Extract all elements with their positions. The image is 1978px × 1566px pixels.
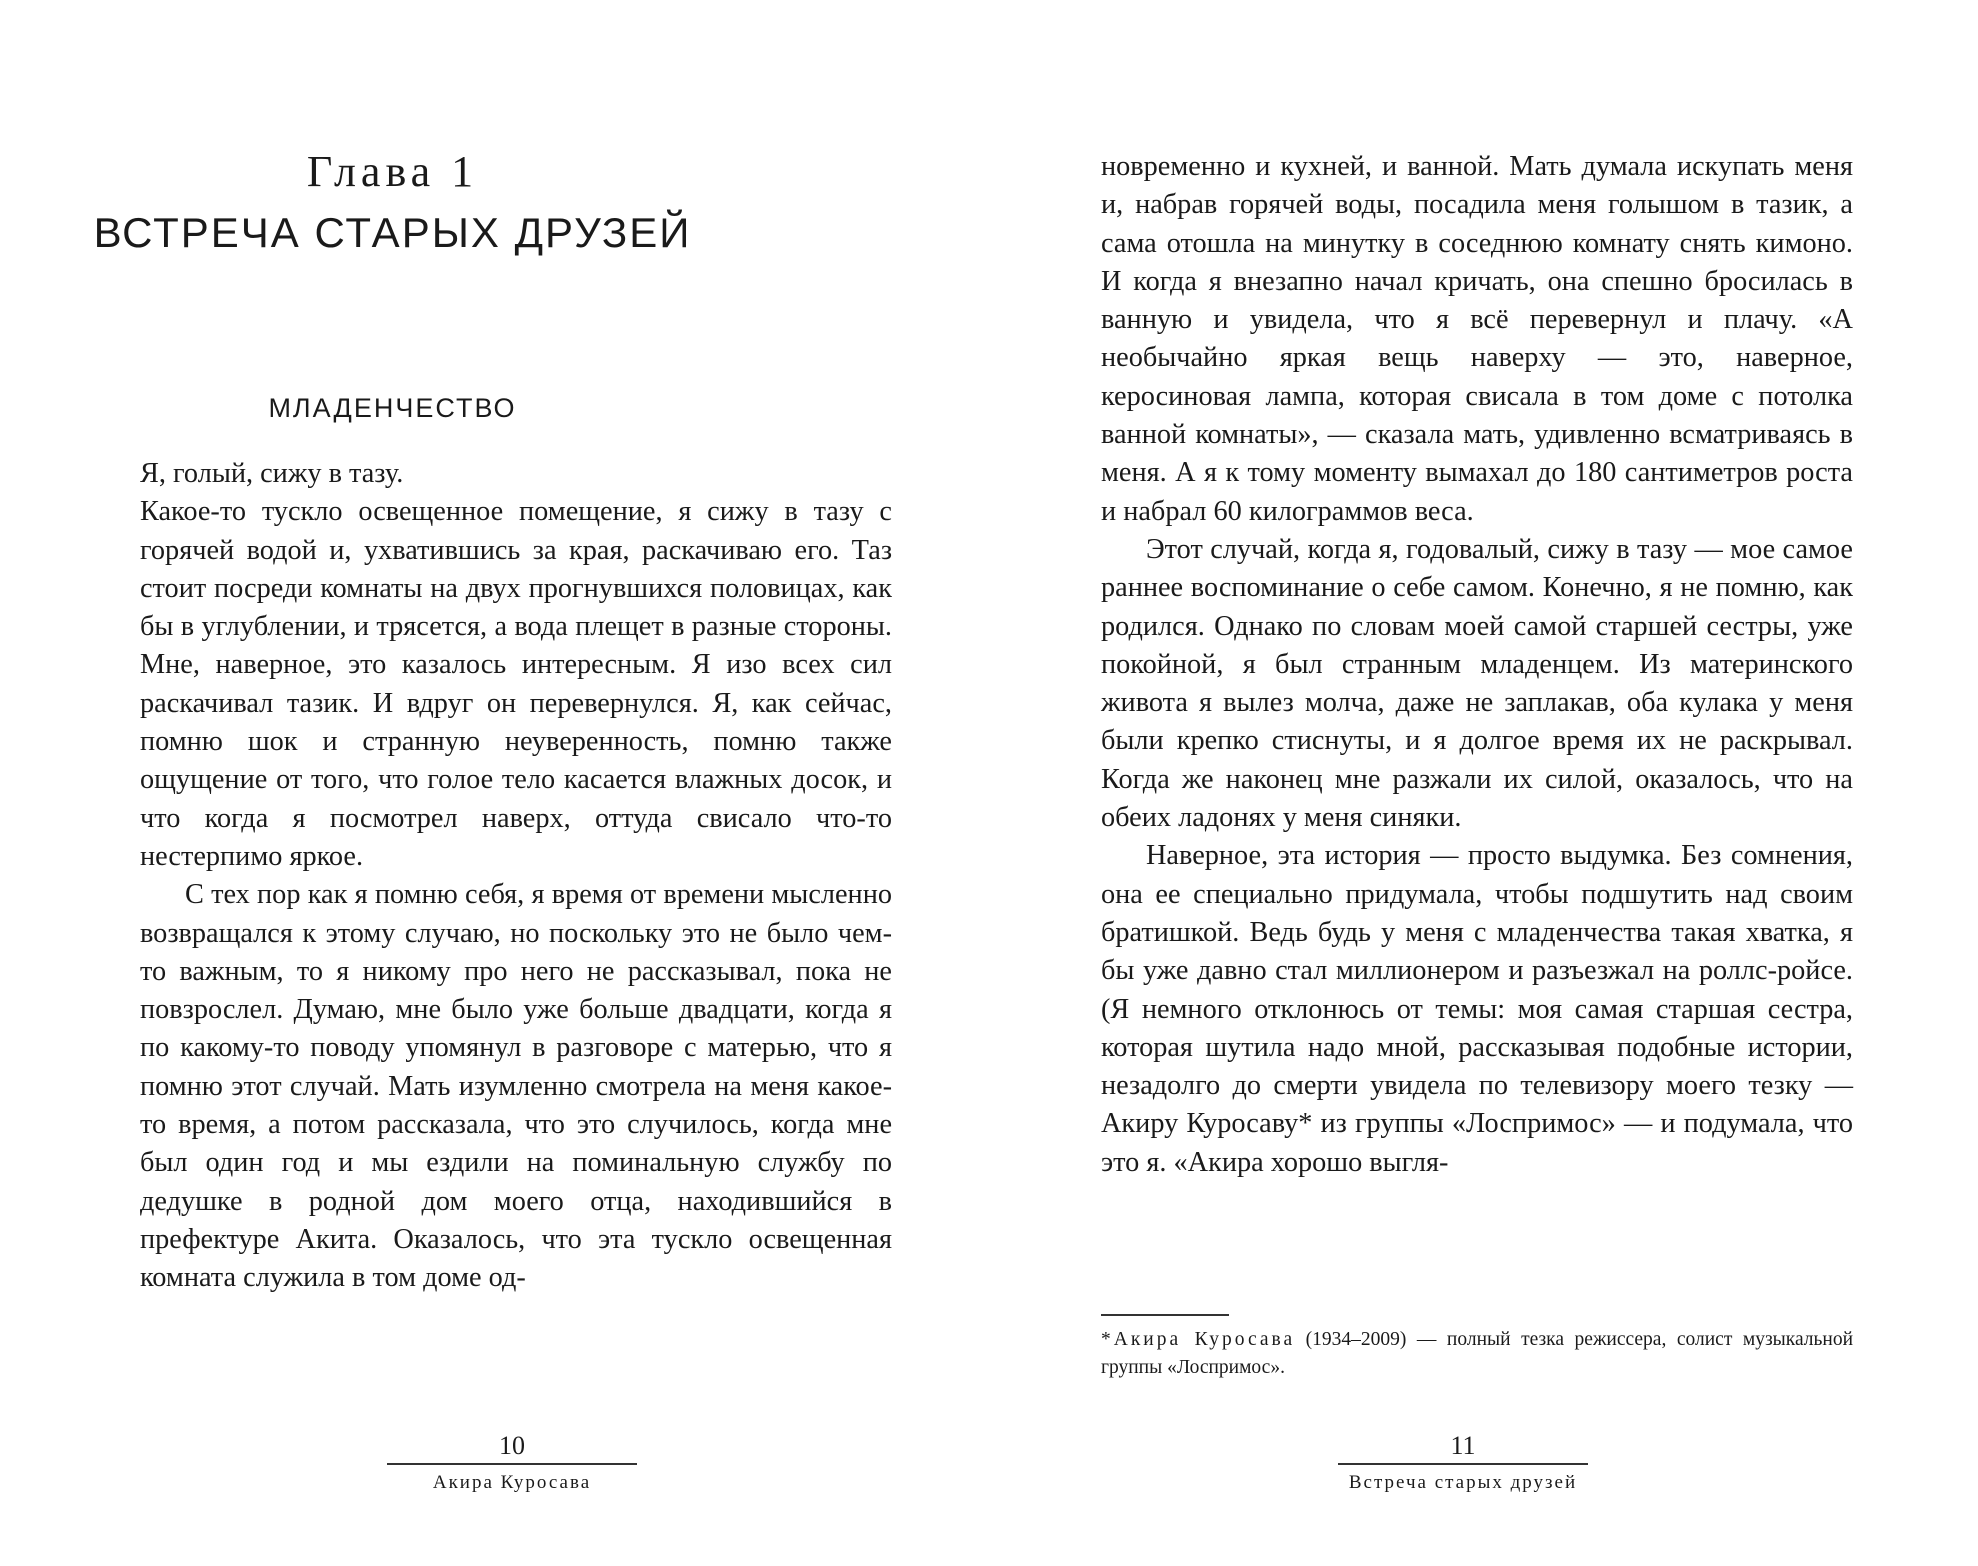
paragraph: С тех пор как я помню себя, я время от времени мысленно возвращался к этому случаю, но поскольку это не было чем-то важным, то я никому про него не рассказывал, пока не повзрослел. Думаю, мне было уже больше двадцати, когда я по какому-то поводу упомянул в разговоре с матерью, что я помню этот случай. Мать изумленно смотрела на меня какое-то время, а потом рассказала, что это случилось, когда мне был один год и мы ездили на поминальную службу по дедушке в родной дом моего отца, находившийся в префектуре Акита. Оказалось, что эта тускло освещенная комната служила в том доме од- — [140, 879, 892, 1294]
running-head: Встреча старых друзей — [1348, 1472, 1578, 1493]
paragraph: Этот случай, когда я, годовалый, сижу в тазу — мое самое раннее воспоминание о себе самом. Конечно, я не помню, как родился. Однако по словам моей самой старшей сестры, уже покойной, я был странным младенцем. Из материнского живота я вылез молча, даже не заплакав, оба кулака у меня были крепко стиснуты, и я долгое время их не раскрывал. Когда же наконец мне разжали их силой, оказалось, что на обеих ладонях у меня синяки. — [1101, 533, 1853, 834]
chapter-title: ВСТРЕЧА СТАРЫХ ДРУЗЕЙ — [93, 209, 692, 256]
section-title: МЛАДЕНЧЕСТВО — [268, 393, 517, 423]
running-head: Акира Куросава — [432, 1472, 592, 1493]
page-number: 10 — [499, 1431, 525, 1460]
footnote — [1101, 1326, 1853, 1382]
footnote-rule — [1101, 1314, 1229, 1316]
footnote-text: (1934–2009) — полный тезка режиссера, солист музыкальной группы «Лоспримос». — [1101, 1329, 1854, 1378]
page-number: 11 — [1450, 1431, 1476, 1460]
right-body-text — [1101, 148, 1853, 1182]
right-page — [989, 0, 1978, 1566]
chapter-label: Глава 1 — [306, 147, 479, 196]
paragraph: Наверное, эта история — просто выдумка. Без сомнения, она ее специально придумала, чтобы подшутить над своим братишкой. Ведь будь у меня с младенчества такая хватка, я бы уже давно стал миллионером и разъезжал на роллс-ройсе. (Я немного отклонюсь от темы: моя самая старшая сестра, которая шутила надо мной, рассказывая подобные истории, незадолго до смерти увидела по телевизору моего тезку — Акиру Куросаву* из группы «Лоспримос» — и подумала, что это я. «Акира хорошо выгля- — [1101, 840, 1853, 1178]
paragraph: новременно и кухней, и ванной. Мать думала искупать меня и, набрав горячей воды, посадила меня голышом в тазик, а сама отошла на минутку в соседнюю комнату снять кимоно. И когда я внезапно начал кричать, она спешно бросилась в ванную и увидела, что я всё перевернул и плачу. «А необычайно яркая вещь наверху — это, наверное, керосиновая лампа, которая свисала в том доме с потолка ванной комнаты», — сказала мать, удивленно всматриваясь в меня. А я к тому моменту вымахал до 180 сантиметров роста и набрал 60 килограммов веса. — [1101, 151, 1853, 527]
left-body-text — [140, 455, 892, 1298]
folio-rule — [387, 1463, 637, 1465]
folio-rule — [1338, 1463, 1588, 1465]
paragraph: Какое-то тускло освещенное помещение, я сижу в тазу с горячей водой и, ухватившись за края, раскачиваю его. Таз стоит посреди комнаты на двух прогнувшихся половицах, как бы в углублении, и трясется, а вода плещет в разные стороны. Мне, наверное, это казалось интересным. Я изо всех сил раскачивал тазик. И вдруг он перевернулся. Я, как сейчас, помню шок и странную неуверенность, помню также ощущение от того, что голое тело касается влажных досок, и что когда я посмотрел наверх, оттуда свисало что-то нестерпимо яркое. — [140, 496, 892, 872]
paragraph: Я, голый, сижу в тазу. — [140, 458, 404, 489]
footnote-name: *Акира Куросава — [1101, 1329, 1296, 1350]
